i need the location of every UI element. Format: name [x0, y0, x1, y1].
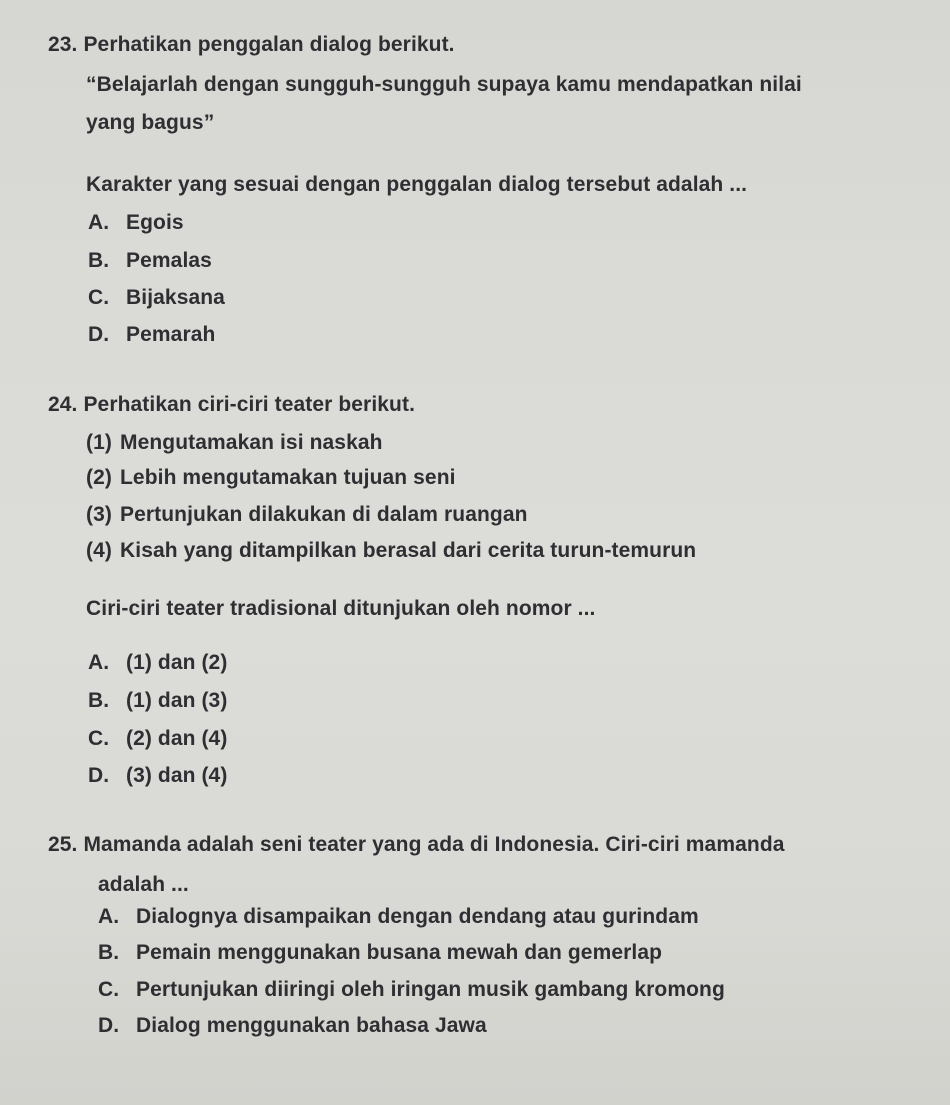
option-b [88, 248, 212, 274]
option-text: Dialog menggunakan bahasa Jawa [136, 1014, 487, 1037]
option-d [88, 763, 227, 789]
option-c [98, 977, 725, 1003]
option-letter: B. [88, 689, 110, 712]
option-d [88, 322, 215, 348]
option-a [88, 210, 184, 236]
list-item-number: (3) [86, 503, 112, 526]
option-letter: D. [88, 764, 110, 787]
option-letter: D. [88, 323, 110, 346]
option-text: Egois [126, 211, 184, 234]
question-number: 25. [48, 833, 78, 856]
question-number: 23. [48, 33, 78, 56]
question-text: Ciri-ciri teater tradisional ditunjukan oleh nomor ... [86, 597, 596, 620]
option-letter: A. [88, 211, 110, 234]
option-letter: C. [88, 286, 110, 309]
question-prompt: Perhatikan penggalan dialog berikut. [83, 33, 455, 56]
list-item-text: Lebih mengutamakan tujuan seni [120, 466, 456, 489]
list-item-2 [86, 465, 456, 491]
option-b [88, 688, 227, 714]
option-a [98, 904, 699, 930]
list-item-text: Mengutamakan isi naskah [120, 431, 383, 454]
list-item-number: (4) [86, 539, 112, 562]
list-item-4 [86, 538, 696, 564]
option-text: (3) dan (4) [126, 764, 228, 787]
option-text: (1) dan (3) [126, 689, 228, 712]
question-24-header [48, 392, 415, 418]
option-text: Pertunjukan diiringi oleh iringan musik gambang kromong [136, 978, 725, 1001]
list-item-3 [86, 502, 528, 528]
dialog-quote-line-2: yang bagus” [86, 111, 215, 134]
question-text: Karakter yang sesuai dengan penggalan dialog tersebut adalah ... [86, 173, 748, 196]
option-c [88, 285, 225, 311]
option-text: Dialognya disampaikan dengan dendang atau gurindam [136, 905, 699, 928]
question-number: 24. [48, 393, 78, 416]
option-text: Bijaksana [126, 286, 225, 309]
option-letter: D. [98, 1014, 120, 1037]
option-letter: C. [88, 727, 110, 750]
option-text: Pemain menggunakan busana mewah dan gemerlap [136, 941, 663, 964]
option-letter: C. [98, 978, 120, 1001]
option-a [88, 650, 227, 676]
option-text: Pemarah [126, 323, 216, 346]
question-prompt: Perhatikan ciri-ciri teater berikut. [83, 393, 415, 416]
list-item-number: (2) [86, 466, 112, 489]
option-d [98, 1013, 487, 1039]
question-prompt-continued: adalah ... [98, 873, 189, 896]
question-25-header [48, 832, 785, 858]
question-prompt: Mamanda adalah seni teater yang ada di Indonesia. Ciri-ciri mamanda [83, 833, 785, 856]
option-letter: B. [88, 249, 110, 272]
option-text: (2) dan (4) [126, 727, 228, 750]
option-letter: A. [98, 905, 120, 928]
list-item-number: (1) [86, 431, 112, 454]
list-item-text: Pertunjukan dilakukan di dalam ruangan [120, 503, 528, 526]
option-letter: A. [88, 651, 110, 674]
list-item-text: Kisah yang ditampilkan berasal dari cerita turun-temurun [120, 539, 697, 562]
question-23-header [48, 32, 455, 58]
option-b [98, 940, 662, 966]
option-letter: B. [98, 941, 120, 964]
dialog-quote-line-1: “Belajarlah dengan sungguh-sungguh supaya kamu mendapatkan nilai [86, 73, 802, 96]
option-text: (1) dan (2) [126, 651, 228, 674]
list-item-1 [86, 430, 383, 456]
option-c [88, 726, 227, 752]
option-text: Pemalas [126, 249, 212, 272]
